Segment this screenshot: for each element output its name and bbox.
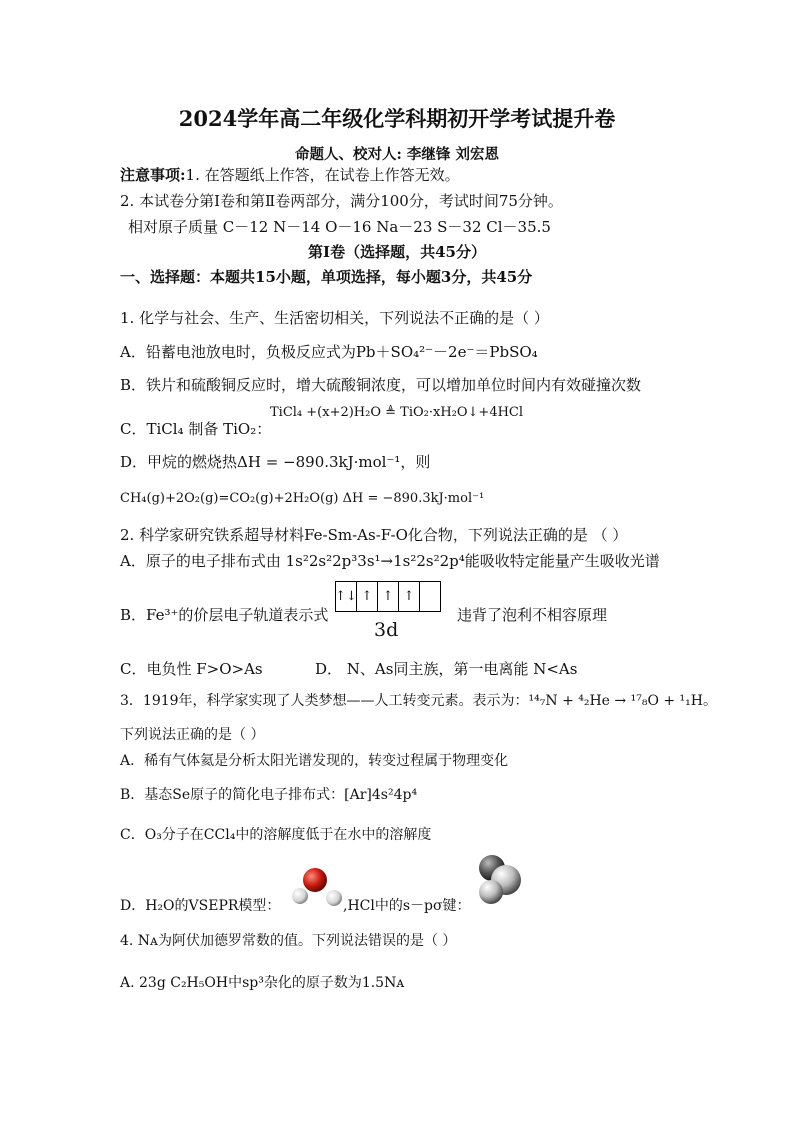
notes-label: 注意事项: bbox=[120, 166, 186, 184]
orbital-label: 3d bbox=[374, 619, 399, 641]
q2-option-b-post: 违背了泡利不相容原理 bbox=[457, 606, 608, 624]
q1-a-text: A．铅蓄电池放电时，负极反应式为 bbox=[120, 343, 356, 361]
notes-line-2: 2. 本试卷分第Ⅰ卷和第Ⅱ卷两部分，满分100分，考试时间75分钟。 bbox=[120, 192, 563, 210]
q3-option-d-mid: ,HCl中的s－pσ键： bbox=[343, 898, 471, 914]
q2-option-d: D． N、As同主族，第一电离能 N<As bbox=[315, 660, 578, 678]
q3-option-b: B．基态Se原子的简化电子排布式：[Ar]4s²4p⁴ bbox=[120, 787, 418, 803]
orbital-box-4: ↑ bbox=[399, 582, 420, 611]
q1-option-a bbox=[120, 341, 538, 362]
q3-option-d-pre: D．H₂O的VSEPR模型： bbox=[120, 898, 281, 914]
q3-option-a: A．稀有气体氦是分析太阳光谱发现的，转变过程属于物理变化 bbox=[120, 753, 509, 769]
notes-text-1: 1. 在答题纸上作答，在试卷上作答无效。 bbox=[185, 166, 460, 184]
q1-stem: 1. 化学与社会、生产、生活密切相关，下列说法不正确的是（ ） bbox=[120, 309, 549, 327]
orbital-box-5 bbox=[420, 582, 440, 611]
orbital-box-1: ↑↓ bbox=[336, 582, 357, 611]
q2-option-b-pre: B．Fe³⁺的价层电子轨道表示式 bbox=[120, 606, 329, 624]
q3-stem-2: 下列说法正确的是（ ） bbox=[120, 727, 265, 743]
q1-option-d: D．甲烷的燃烧热ΔH = −890.3kJ·mol⁻¹，则 bbox=[120, 453, 431, 471]
q2-option-a: A．原子的电子排布式由 1s²2s²2p³3s¹→1s²2s²2p⁴能吸收特定能量产生吸收光谱 bbox=[120, 552, 660, 570]
q3-stem: 3．1919年，科学家实现了人类梦想——人工转变元素。表示为：¹⁴₇N + ⁴₂He → ¹⁷₈O + ¹₁H。 bbox=[120, 693, 717, 709]
q1-a-equation: Pb＋SO₄²⁻－2e⁻＝PbSO₄ bbox=[355, 343, 538, 361]
exam-authors: 命题人、校对人: 李继锋 刘宏恩 bbox=[295, 146, 499, 163]
water-vsepr-model-icon bbox=[290, 863, 346, 909]
orbital-box-2: ↑ bbox=[357, 582, 378, 611]
atomic-masses: 相对原子质量 C－12 N－14 O－16 Na－23 S－32 Cl－35.5 bbox=[128, 218, 551, 236]
section-heading: 一、选择题：本题共15小题，单项选择，每小题3分，共45分 bbox=[120, 268, 533, 286]
notes-line-1 bbox=[120, 164, 460, 185]
q1-d-equation: CH₄(g)+2O₂(g)=CO₂(g)+2H₂O(g) ΔH = −890.3kJ·mol⁻¹ bbox=[120, 491, 485, 506]
q1-c-equation: TiCl₄ +(x+2)H₂O ≜ TiO₂·xH₂O↓+4HCl bbox=[270, 405, 524, 420]
orbital-diagram bbox=[335, 581, 441, 612]
exam-title: 2024学年高二年级化学科期初开学考试提升卷 bbox=[178, 106, 616, 131]
q2-stem: 2. 科学家研究铁系超导材料Fe-Sm-As-F-O化合物，下列说法正确的是 （ ） bbox=[120, 526, 628, 544]
q4-option-a: A. 23g C₂H₅OH中sp³杂化的原子数为1.5Nᴀ bbox=[120, 975, 405, 991]
orbital-box-3: ↑ bbox=[378, 582, 399, 611]
section-title: 第Ⅰ卷（选择题，共45分） bbox=[308, 243, 486, 261]
q1-option-c: C．TiCl₄ 制备 TiO₂： bbox=[120, 420, 272, 438]
hcl-orbital-model-icon bbox=[474, 852, 524, 908]
q3-option-c: C．O₃分子在CCl₄中的溶解度低于在水中的溶解度 bbox=[120, 827, 432, 843]
q2-option-c: C．电负性 F>O>As bbox=[120, 660, 263, 678]
q1-option-b: B．铁片和硫酸铜反应时，增大硫酸铜浓度，可以增加单位时间内有效碰撞次数 bbox=[120, 376, 642, 394]
q4-stem: 4. Nᴀ为阿伏加德罗常数的值。下列说法错误的是（ ） bbox=[120, 933, 457, 949]
